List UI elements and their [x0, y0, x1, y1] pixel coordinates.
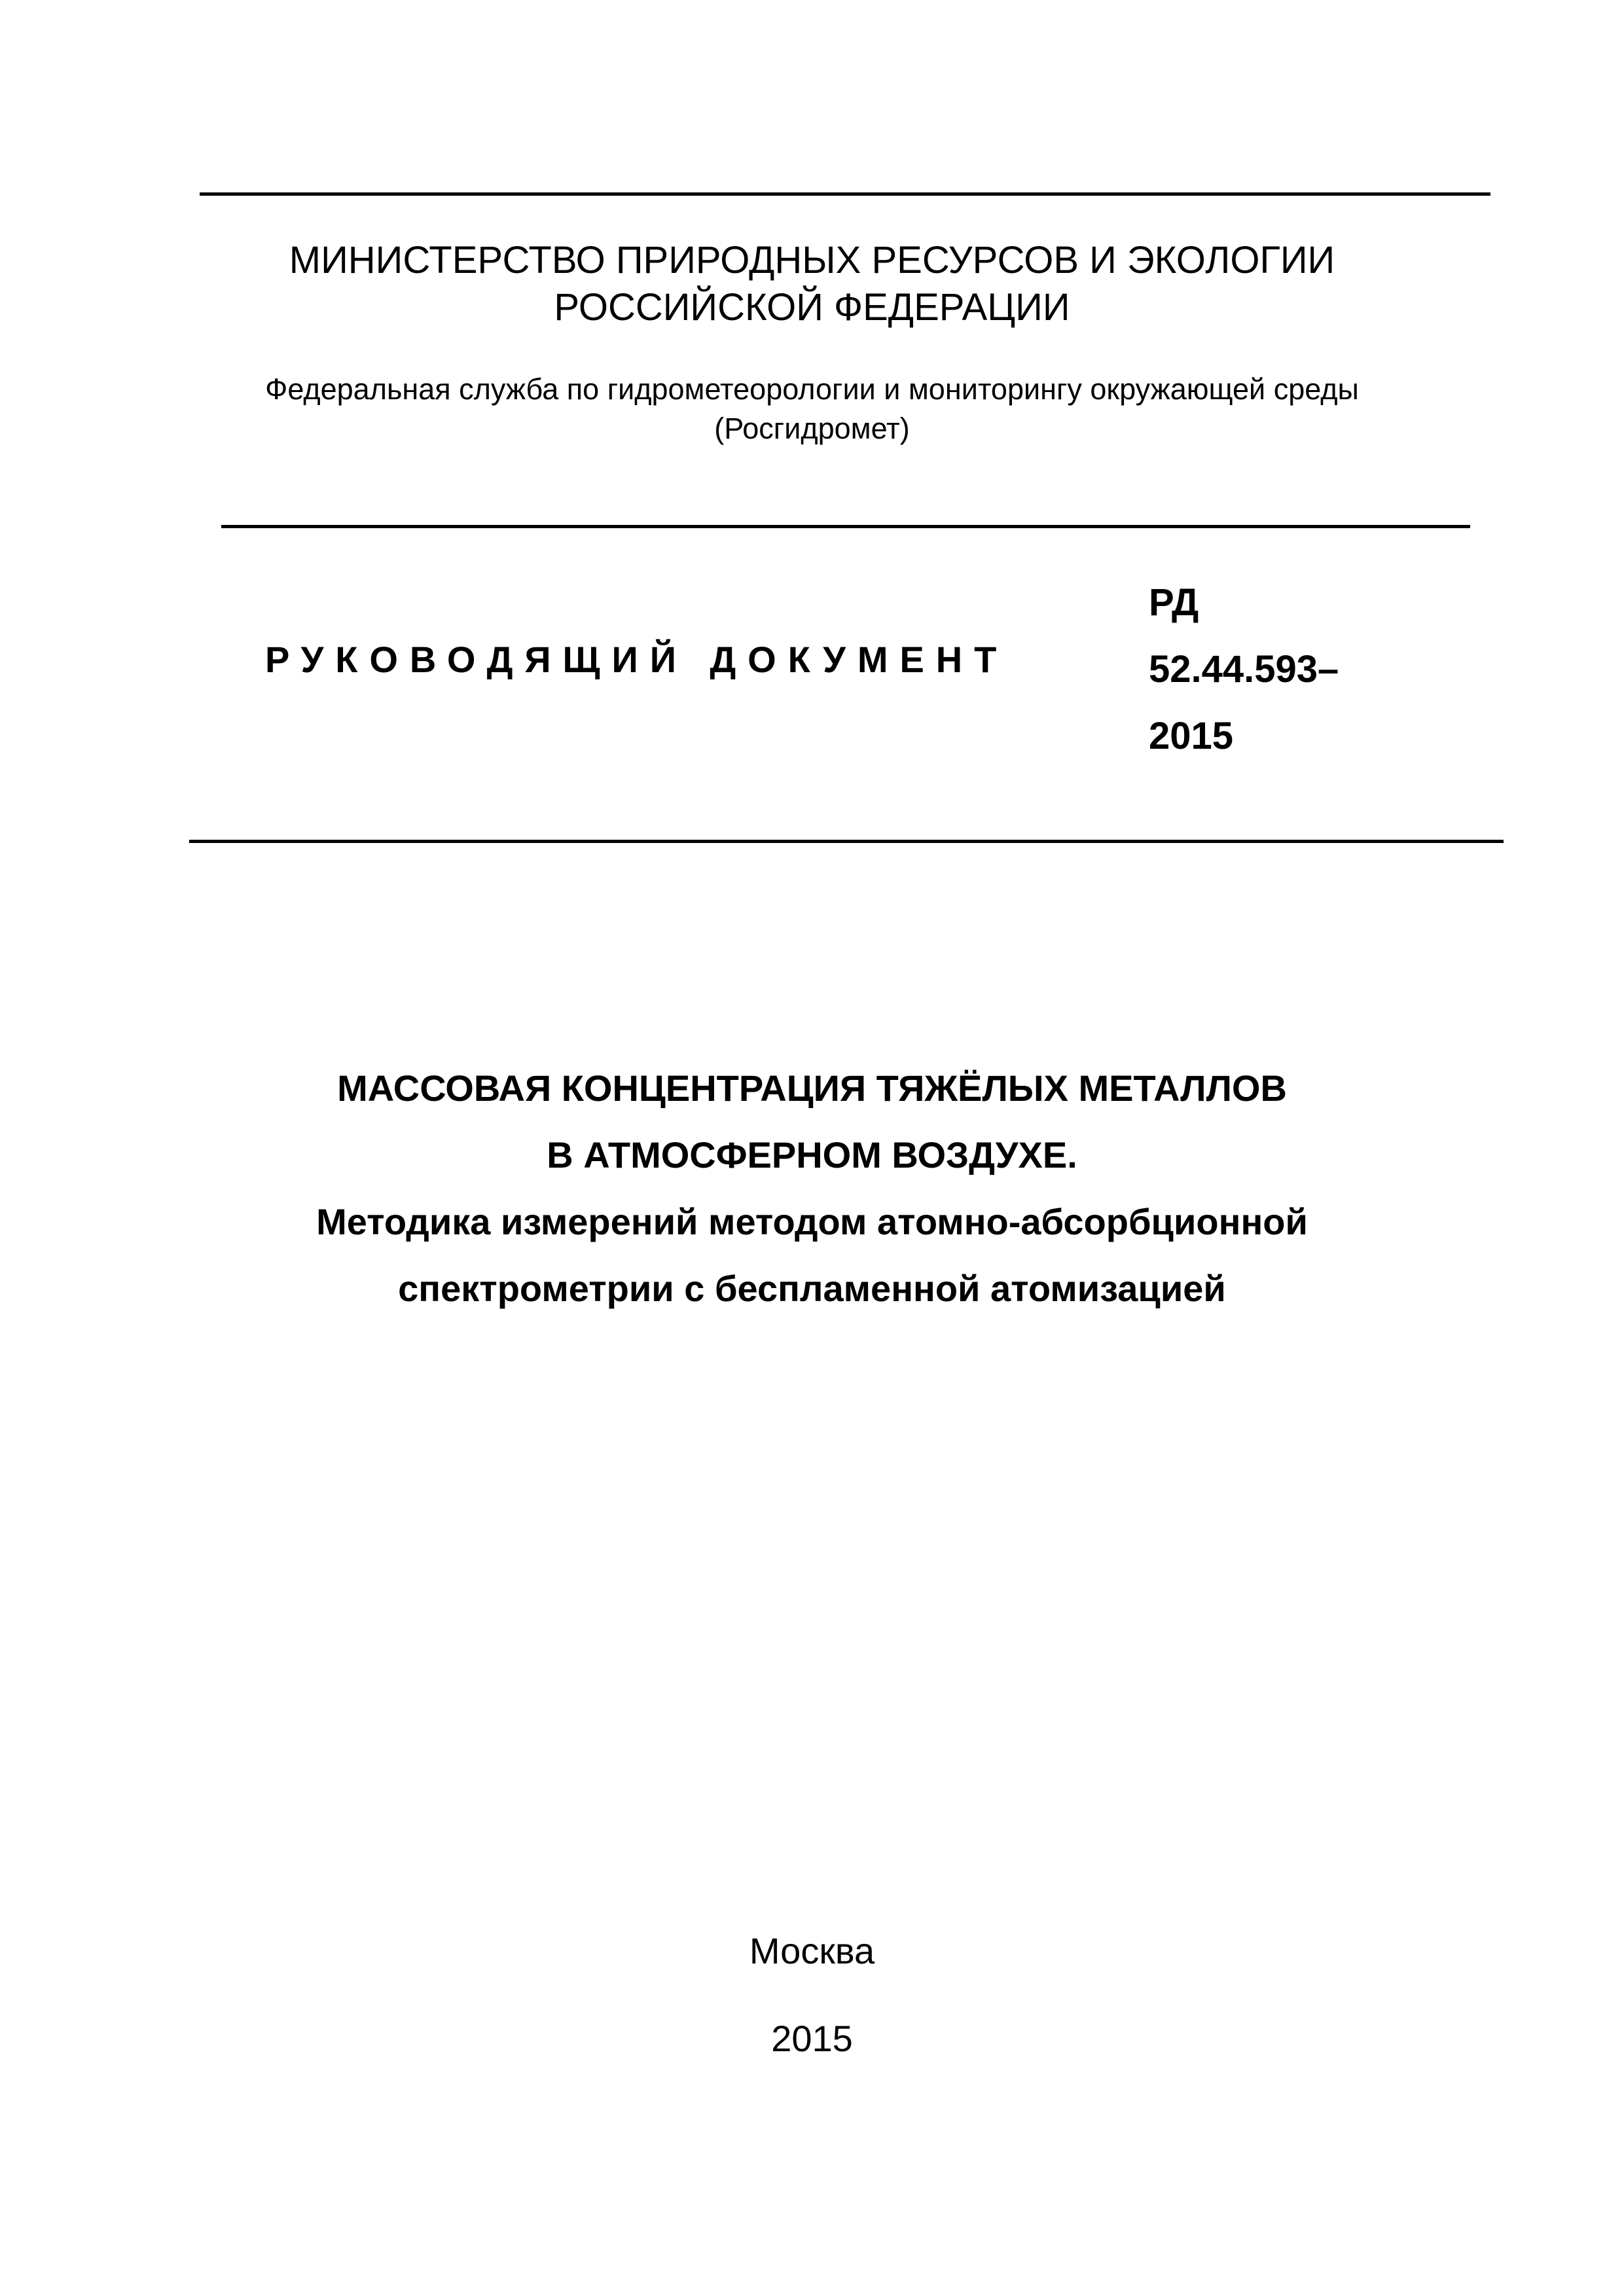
title-line: Методика измерений методом атомно-абсорбционной — [316, 1201, 1308, 1242]
title-line: спектрометрии с беспламенной атомизацией — [398, 1268, 1226, 1309]
bottom-divider — [189, 840, 1504, 843]
title-line: В АТМОСФЕРНОМ ВОЗДУХЕ. — [547, 1134, 1077, 1175]
service-heading — [0, 370, 1624, 448]
ministry-line-1: МИНИСТЕРСТВО ПРИРОДНЫХ РЕСУРСОВ И ЭКОЛОГИИ — [289, 239, 1335, 281]
ministry-line-2: РОССИЙСКОЙ ФЕДЕРАЦИИ — [554, 286, 1070, 329]
document-number-line: 52.44.593– — [1149, 648, 1339, 691]
ministry-heading — [0, 237, 1624, 331]
service-line-1: Федеральная служба по гидрометеорологии и мониторингу окружающей среды — [265, 372, 1359, 406]
title-line: МАССОВАЯ КОНЦЕНТРАЦИЯ ТЯЖЁЛЫХ МЕТАЛЛОВ — [337, 1067, 1287, 1109]
middle-divider — [221, 525, 1470, 528]
service-line-2: (Росгидромет) — [714, 412, 910, 445]
document-type: РУКОВОДЯЩИЙ ДОКУМЕНТ — [265, 639, 1009, 680]
publication-city: Москва — [749, 1930, 875, 1971]
document-number — [1149, 569, 1339, 770]
document-number-line: 2015 — [1149, 715, 1234, 757]
top-divider — [200, 192, 1490, 196]
publication-year: 2015 — [771, 2018, 853, 2059]
document-number-line: РД — [1149, 581, 1199, 624]
document-title — [0, 1055, 1624, 1322]
